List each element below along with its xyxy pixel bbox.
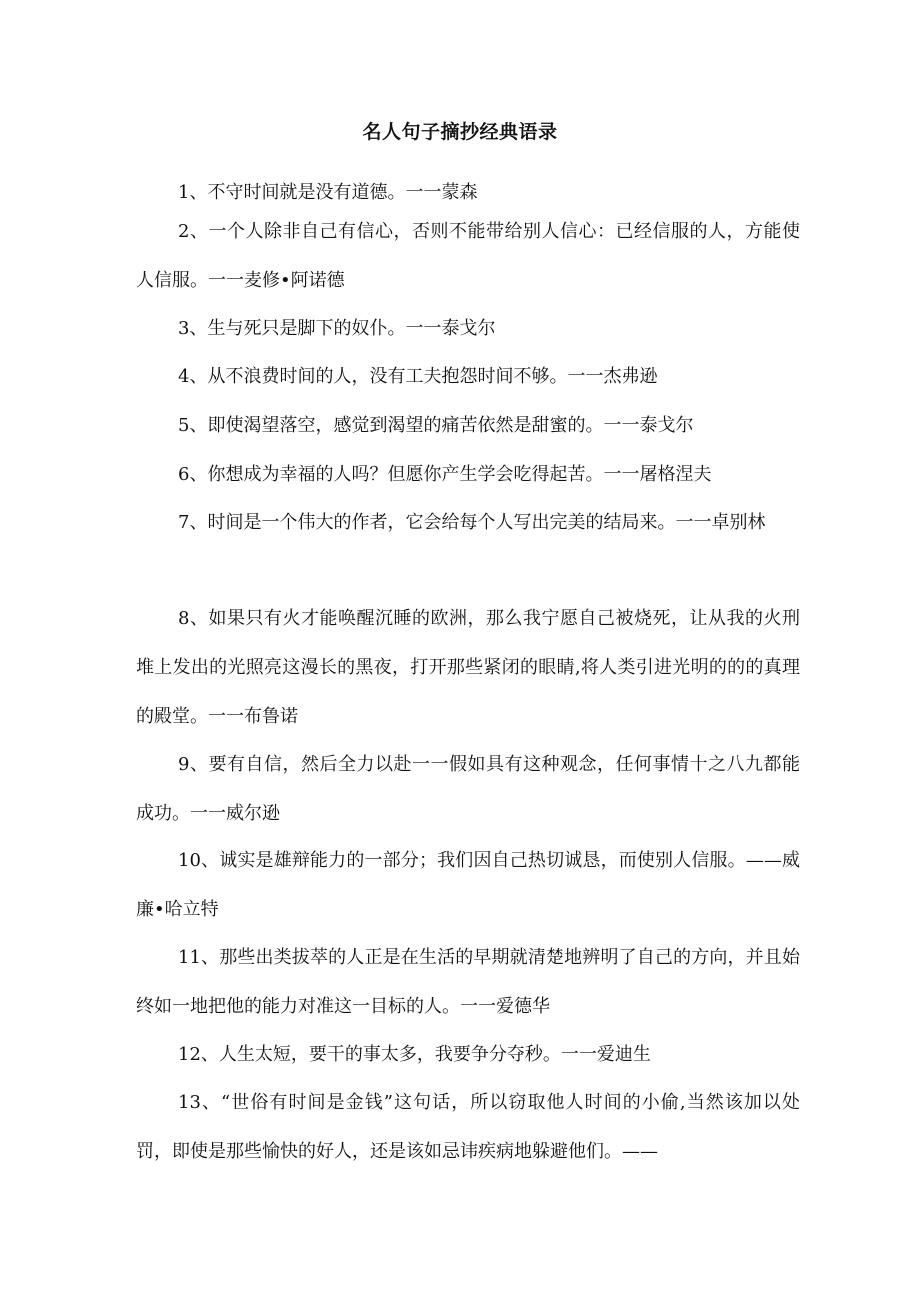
quote-paragraph-5: 5、即使渴望落空，感觉到渴望的痛苦依然是甜蜜的。一一泰戈尔 <box>178 415 694 436</box>
quote-paragraph-12: 12、人生太短，要干的事太多，我要争分夺秒。一一爱迪生 <box>178 1044 651 1065</box>
quote-paragraph-11: 11、那些出类拔萃的人正是在生活的早期就清楚地辨明了自己的方向，并且始终如一地把他的能力对准这一目标的人。一一爱德华 <box>136 947 800 1017</box>
quote-paragraph-8: 8、如果只有火才能唤醒沉睡的欧洲，那么我宁愿自己被烧死，让从我的火刑堆上发出的光照亮这漫长的黑夜，打开那些紧闭的眼睛,将人类引进光明的的的真理的殿堂。一一布鲁诺 <box>136 608 800 727</box>
quote-paragraph-7: 7、时间是一个伟大的作者，它会给每个人写出完美的结局来。一一卓别林 <box>178 512 766 533</box>
quote-paragraph-3: 3、生与死只是脚下的奴仆。一一泰戈尔 <box>178 318 496 339</box>
quote-paragraph-10: 10、诚实是雄辩能力的一部分；我们因自己热切诚恳，而使别人信服。——威廉•哈立特 <box>136 850 800 920</box>
quote-paragraph-1: 1、不守时间就是没有道德。一一蒙森 <box>178 182 478 203</box>
document-title: 名人句子摘抄经典语录 <box>362 121 558 143</box>
quote-paragraph-13: 13、“世俗有时间是金钱”这句话，所以窃取他人时间的小偷,当然该加以处罚，即使是那些愉快的好人，还是该如忌讳疾病地躲避他们。—— <box>136 1092 800 1162</box>
quote-paragraph-9: 9、要有自信，然后全力以赴一一假如具有这种观念，任何事情十之八九都能成功。一一威尔逊 <box>136 754 800 824</box>
quote-paragraph-2: 2、一个人除非自己有信心，否则不能带给别人信心：已经信服的人，方能使人信服。一一麦修•阿诺德 <box>136 221 800 291</box>
quote-paragraph-4: 4、从不浪费时间的人，没有工夫抱怨时间不够。一一杰弗逊 <box>178 366 658 387</box>
quote-paragraph-6: 6、你想成为幸福的人吗？但愿你产生学会吃得起苦。一一屠格涅夫 <box>178 464 712 485</box>
